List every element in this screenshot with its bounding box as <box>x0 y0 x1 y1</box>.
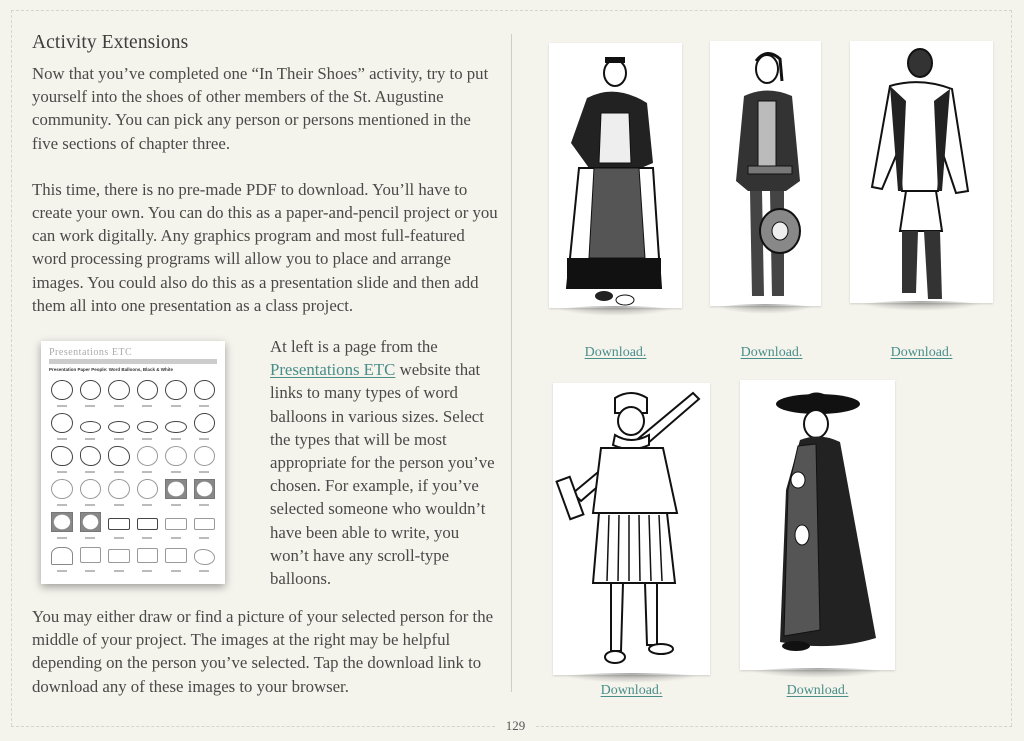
priest-figure-icon <box>740 380 895 670</box>
image-gallery <box>530 0 1010 741</box>
woman-figure-icon <box>549 43 682 308</box>
presentations-etc-link[interactable]: Presentations ETC <box>270 360 396 380</box>
balloon-thumbnail <box>163 543 189 573</box>
balloon-thumbnail <box>163 378 189 408</box>
balloon-thumbnail <box>192 543 218 573</box>
balloon-thumbnail <box>135 411 161 441</box>
balloon-thumbnail <box>192 378 218 408</box>
balloon-thumbnail <box>49 477 75 507</box>
word-balloons-paragraph <box>270 335 502 590</box>
balloon-thumbnail <box>135 543 161 573</box>
instructions-paragraph: This time, there is no pre-made PDF to download. You’ll have to create your own. You can do this as a paper-and-pencil project or you can work digitally. Any graphics program and most full-featured word processing programs will allow you to place and arrange images. You could also do this as a presentation slide and then add them all into one presentation as a class project. <box>32 179 498 315</box>
balloon-thumbnail <box>192 411 218 441</box>
balloon-thumbnail <box>135 510 161 540</box>
young-man-figure-icon <box>710 41 821 306</box>
balloon-thumbnail <box>163 411 189 441</box>
balloon-thumbnail <box>135 477 161 507</box>
balloon-thumbnail <box>49 411 75 441</box>
balloon-grid <box>49 378 217 573</box>
balloon-thumbnail <box>135 444 161 474</box>
young-man-illustration <box>710 41 821 306</box>
priest-illustration <box>740 380 895 670</box>
balloon-thumbnail <box>106 510 132 540</box>
page-number: 129 <box>505 718 526 733</box>
word-balloon-section <box>32 335 500 605</box>
balloon-thumbnail <box>192 510 218 540</box>
download-link[interactable]: Download. <box>786 683 849 698</box>
balloon-thumbnail <box>78 510 104 540</box>
thumbnail-breadcrumb <box>49 359 217 364</box>
balloon-thumbnail <box>192 444 218 474</box>
balloon-thumbnail <box>49 444 75 474</box>
bottom-rule <box>11 726 495 727</box>
download-link[interactable]: Download. <box>740 345 803 360</box>
balloon-thumbnail <box>163 444 189 474</box>
thumbnail-site-title: Presentations ETC <box>49 347 133 359</box>
balloon-thumbnail <box>78 543 104 573</box>
balloon-thumbnail <box>78 444 104 474</box>
man-illustration <box>850 41 993 303</box>
download-link[interactable]: Download. <box>890 345 953 360</box>
closing-paragraph: You may either draw or find a picture of your selected person for the middle of your project. The images at the right may be helpful depending on the person you’ve selected. Tap the download link to download any of these images to your browser. <box>32 607 494 696</box>
balloon-thumbnail <box>135 378 161 408</box>
balloon-thumbnail <box>163 477 189 507</box>
woman-illustration <box>549 43 682 308</box>
man-figure-icon <box>850 41 993 303</box>
text-column <box>32 32 500 698</box>
balloon-thumbnail <box>49 543 75 573</box>
balloon-thumbnail <box>106 378 132 408</box>
balloon-thumbnail <box>106 543 132 573</box>
download-link[interactable]: Download. <box>600 683 663 698</box>
balloon-thumbnail <box>106 411 132 441</box>
soldier-illustration <box>553 383 710 675</box>
download-link[interactable]: Download. <box>584 345 647 360</box>
column-divider <box>511 34 512 692</box>
balloon-thumbnail <box>106 477 132 507</box>
balloon-thumbnail <box>49 378 75 408</box>
page-title: Activity Extensions <box>32 32 189 53</box>
balloon-thumbnail <box>163 510 189 540</box>
balloon-thumbnail <box>106 444 132 474</box>
balloon-thumbnail <box>78 378 104 408</box>
thumbnail-heading: Presentation Paper People: Word Balloons, Black & White <box>49 367 173 373</box>
balloon-thumbnail <box>78 477 104 507</box>
soldier-figure-icon <box>553 383 710 675</box>
balloon-thumbnail <box>49 510 75 540</box>
float-text-lead: At left is a page from the <box>270 337 438 357</box>
balloon-thumbnail <box>78 411 104 441</box>
balloon-thumbnail <box>192 477 218 507</box>
word-balloons-screenshot <box>41 341 225 584</box>
intro-paragraph: Now that you’ve completed one “In Their Shoes” activity, try to put yourself into the shoes of other members of the St. Augustine community. You can pick any person or persons mentioned in the five sections of chapter three. <box>32 64 489 153</box>
float-text-rest: website that links to many types of word balloons in various sizes. Select the types that will be most appropriate for the person you’ve chosen. For example, if you’ve selected someone who wouldn’t have been able to write, you won’t have any scroll-type balloons. <box>270 360 495 589</box>
